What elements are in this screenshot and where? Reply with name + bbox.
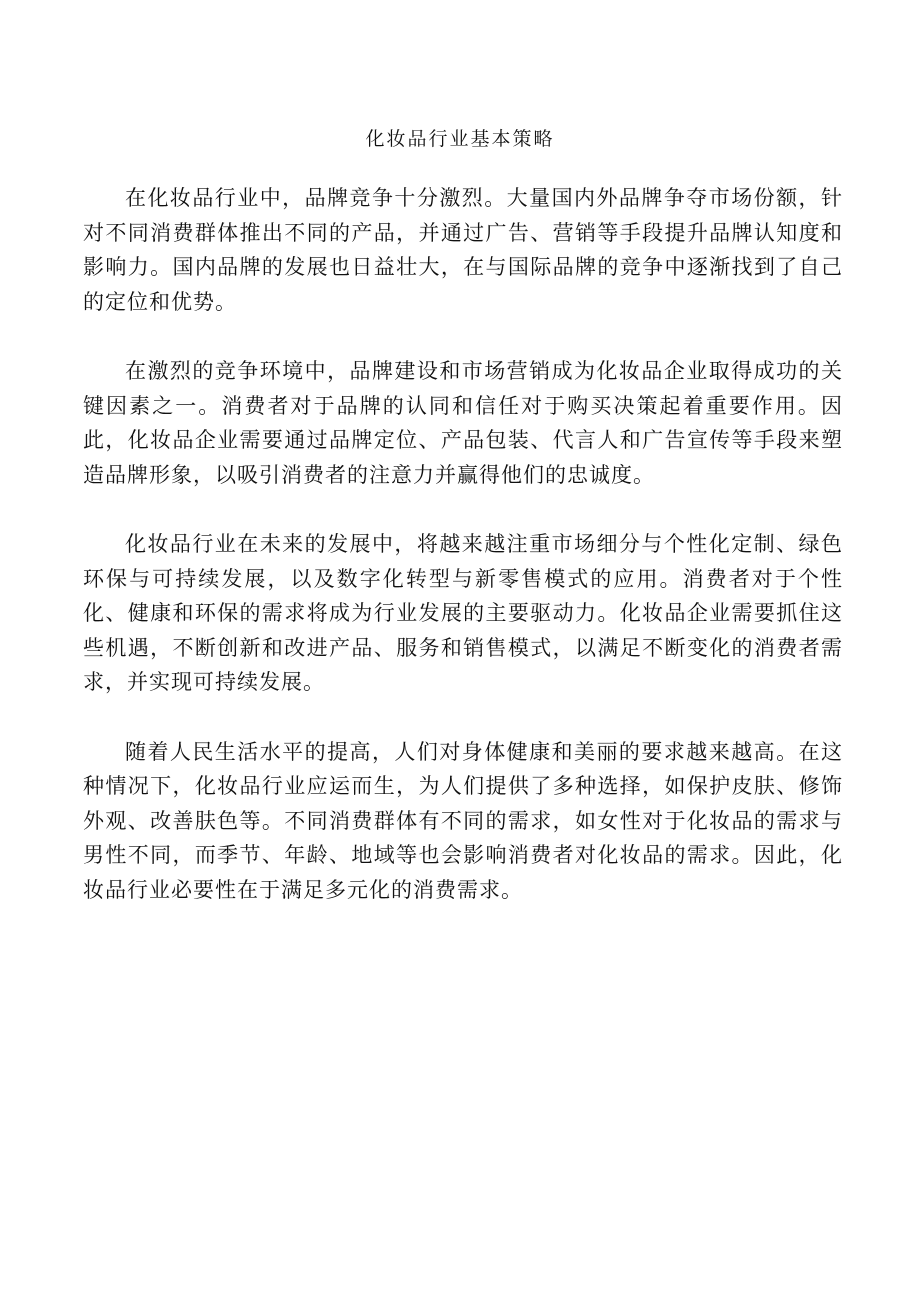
document-body — [83, 181, 843, 942]
document-title: 化妆品行业基本策略 — [365, 128, 555, 150]
paragraph-4: 随着人民生活水平的提高，人们对身体健康和美丽的要求越来越高。在这种情况下，化妆品行业应运而生，为人们提供了多种选择，如保护皮肤、修饰外观、改善肤色等。不同消费群体有不同的需求，如女性对于化妆品的需求与男性不同，而季节、年龄、地域等也会影响消费者对化妆品的需求。因此，化妆品行业必要性在于满足多元化的消费需求。 — [83, 739, 843, 902]
paragraph-2: 在激烈的竞争环境中，品牌建设和市场营销成为化妆品企业取得成功的关键因素之一。消费者对于品牌的认同和信任对于购买决策起着重要作用。因此，化妆品企业需要通过品牌定位、产品包装、代言人和广告宣传等手段来塑造品牌形象，以吸引消费者的注意力并赢得他们的忠诚度。 — [83, 359, 843, 487]
paragraph-1: 在化妆品行业中，品牌竞争十分激烈。大量国内外品牌争夺市场份额，针对不同消费群体推出不同的产品，并通过广告、营销等手段提升品牌认知度和影响力。国内品牌的发展也日益壮大，在与国际品牌的竞争中逐渐找到了自己的定位和优势。 — [83, 186, 843, 314]
paragraph-3: 化妆品行业在未来的发展中，将越来越注重市场细分与个性化定制、绿色环保与可持续发展，以及数字化转型与新零售模式的应用。消费者对于个性化、健康和环保的需求将成为行业发展的主要驱动力。化妆品企业需要抓住这些机遇，不断创新和改进产品、服务和销售模式，以满足不断变化的消费者需求，并实现可持续发展。 — [83, 532, 843, 694]
